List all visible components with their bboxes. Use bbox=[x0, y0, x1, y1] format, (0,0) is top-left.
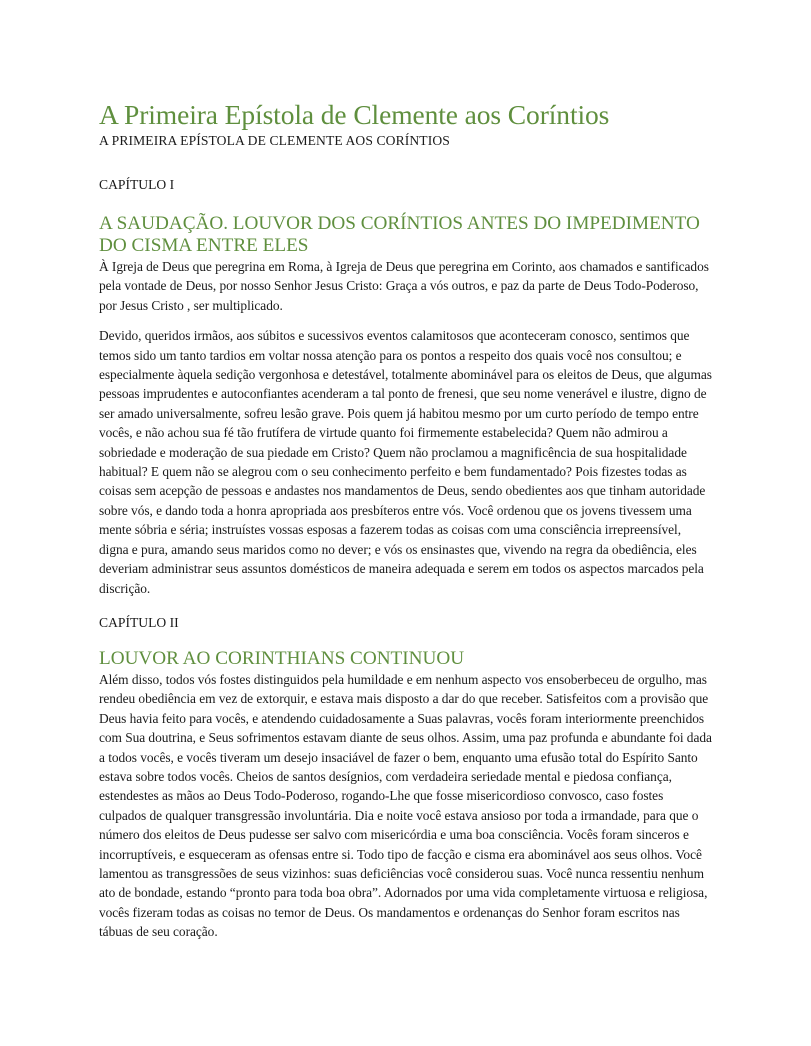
chapter-1-paragraph-2: Devido, queridos irmãos, aos súbitos e sucessivos eventos calamitosos que aconteceram conosco, sentimos que temos sido um tanto tardios em voltar nossa atenção para os pontos a respeito dos quais você nos consultou; e especialmente àquela sedição vergonhosa e detestável, totalmente abominável para os eleitos de Deus, que algumas pessoas imprudentes e autoconfiantes acenderam a tal ponto de frenesi, que seu nome venerável e ilustre, digno de ser amado universalmente, sofreu lesão grave. Pois quem já habitou mesmo por um curto período de tempo entre vocês, e não achou sua fé tão frutífera de virtude quanto foi firmemente estabelecida? Quem não admirou a sobriedade e moderação de sua piedade em Cristo? Quem não proclamou a magnificência de sua hospitalidade habitual? E quem não se alegrou com o seu conhecimento perfeito e bem fundamentado? Pois fizestes todas as coisas sem acepção de pessoas e andastes nos mandamentos de Deus, sendo obedientes aos que tinham autoridade sobre vós, e dando toda a honra apropriada aos presbíteros entre vós. Você ordenou que os jovens tivessem uma mente sóbria e séria; instruístes vossas esposas a fazerem todas as coisas com uma consciência irrepreensível, digna e pura, amando seus maridos como no dever; e vós os ensinastes que, vivendo na regra da obediência, eles deveriam administrar seus assuntos domésticos de maneira adequada e serem em todos os aspectos marcados pela discrição. bbox=[99, 328, 712, 596]
document-page bbox=[99, 98, 713, 942]
chapter-1-heading: A SAUDAÇÃO. LOUVOR DOS CORÍNTIOS ANTES DO IMPEDIMENTO DO CISMA ENTRE ELES bbox=[99, 213, 700, 256]
chapter-2-paragraph-1: Além disso, todos vós fostes distinguidos pela humildade e em nenhum aspecto vos ensoberbeceu de orgulho, mas rendeu obediência em vez de extorquir, e estava mais disposto a dar do que receber. Satisfeitos com a provisão que Deus havia feito para vocês, e atendendo cuidadosamente a Suas palavras, vocês foram interiormente preenchidos com Sua doutrina, e Seus sofrimentos estavam diante de seus olhos. Assim, uma paz profunda e abundante foi dada a todos vocês, e vocês tiveram um desejo insaciável de fazer o bem, enquanto uma efusão total do Espírito Santo estava sobre todos vocês. Cheios de santos desígnios, com verdadeira seriedade mental e piedosa confiança, estendestes as mãos ao Deus Todo-Poderoso, rogando-Lhe que fosse misericordioso convosco, caso fostes culpados de qualquer transgressão involuntária. Dia e noite você estava ansioso por toda a irmandade, para que o número dos eleitos de Deus pudesse ser salvo com misericórdia e uma boa consciência. Vocês foram sinceros e incorruptíveis, e esqueceram as ofensas entre si. Todo tipo de facção e cisma era abominável aos seus olhos. Você lamentou as transgressões de seus vizinhos: suas deficiências você considerou suas. Você nunca ressentiu nenhum ato de bondade, estando “pronto para toda boa obra”. Adornados por uma vida completamente virtuosa e religiosa, vocês fizeram todas as coisas no temor de Deus. Os mandamentos e ordenanças do Senhor foram escritos nas tábuas de seu coração. bbox=[99, 671, 712, 940]
document-subtitle: A PRIMEIRA EPÍSTOLA DE CLEMENTE AOS CORÍNTIOS bbox=[99, 133, 450, 148]
chapter-1-label: CAPÍTULO I bbox=[99, 177, 175, 192]
chapter-2-heading: LOUVOR AO CORINTHIANS CONTINUOU bbox=[99, 647, 465, 669]
chapter-1-paragraph-1: À Igreja de Deus que peregrina em Roma, à Igreja de Deus que peregrina em Corinto, aos chamados e santificados pela vontade de Deus, por nosso Senhor Jesus Cristo: Graça a vós outros, e paz da parte de Deus Todo-Poderoso, por Jesus Cristo , ser multiplicado. bbox=[99, 259, 709, 313]
document-title: A Primeira Epístola de Clemente aos Coríntios bbox=[99, 99, 610, 130]
chapter-2-label: CAPÍTULO II bbox=[99, 614, 179, 630]
